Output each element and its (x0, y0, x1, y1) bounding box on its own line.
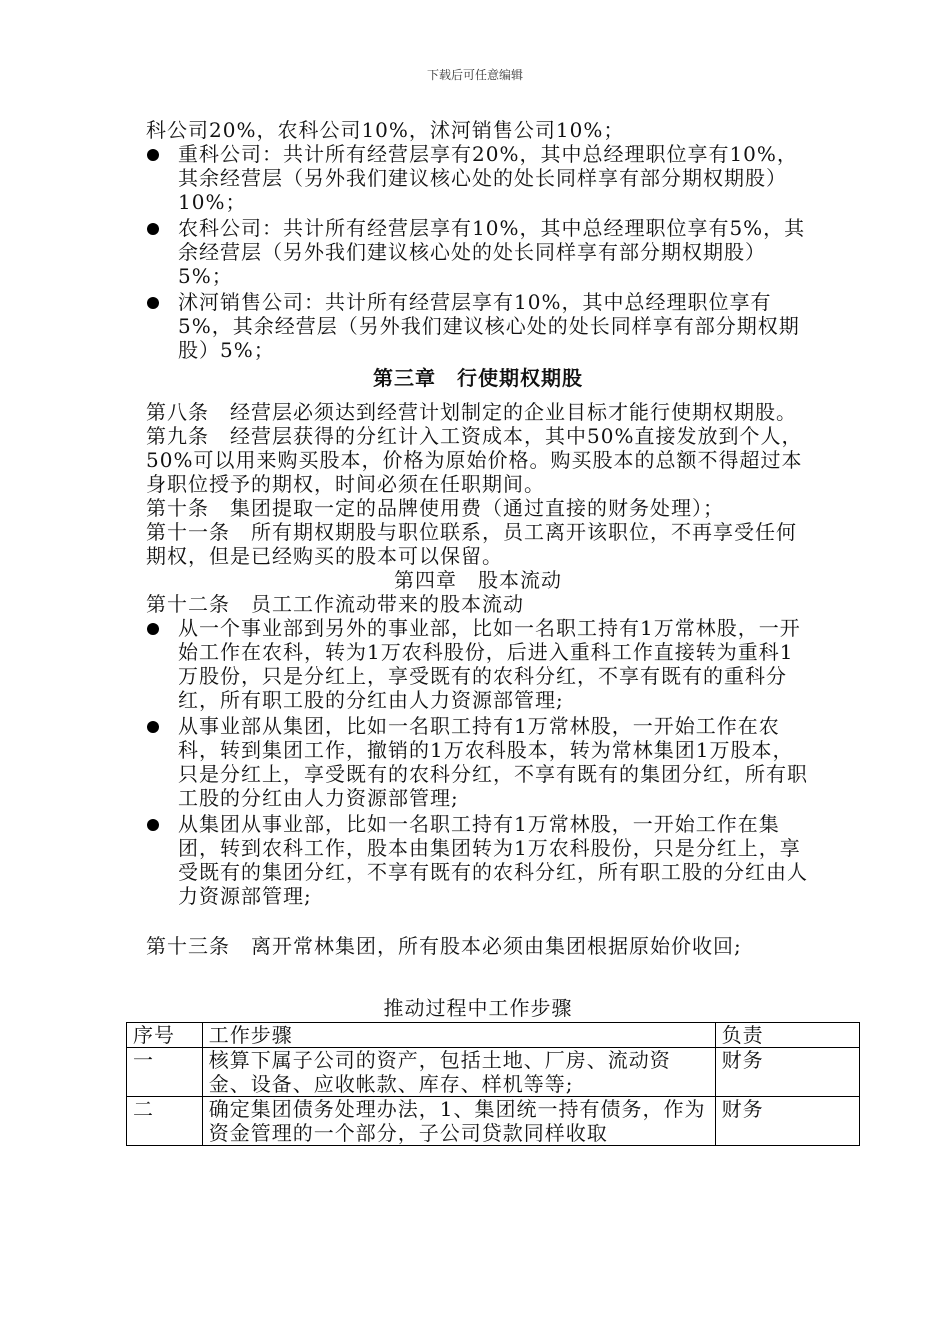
article-9: 第九条 经营层获得的分红计入工资成本，其中50%直接发放到个人，50%可以用来购买股本，价格为原始价格。购买股本的总额不得超过本身职位授予的期权，时间必须在任职期间。 (146, 424, 803, 496)
spacer (146, 910, 810, 934)
cell-step: 核算下属子公司的资产，包括土地、厂房、流动资金、设备、应收帐款、库存、样机等等; (202, 1048, 715, 1097)
cell-no: 二 (127, 1097, 203, 1146)
bullet-text: 重科公司：共计所有经营层享有20%，其中总经理职位享有10%，其余经营层（另外我们建议核心处的处长同样享有部分期权期股）10%； (178, 142, 798, 214)
bullet-icon (147, 297, 159, 309)
chapter-4-title: 第四章 股本流动 (394, 568, 562, 592)
ownership-bullet-item (146, 290, 810, 362)
article-12: 第十二条 员工工作流动带来的股本流动 (146, 592, 524, 616)
bullet-icon (147, 149, 159, 161)
ownership-bullet-item (146, 216, 810, 288)
chapter-3-title: 第三章 行使期权期股 (373, 366, 583, 390)
document-body (133, 118, 810, 1146)
page-header: 下载后可任意编辑 (426, 68, 523, 82)
flow-bullet-item (146, 616, 810, 712)
cell-owner: 财务 (715, 1097, 859, 1146)
bullet-icon (147, 623, 159, 635)
cell-no: 一 (127, 1048, 203, 1097)
bullet-icon (147, 721, 159, 733)
bullet-text: 从事业部从集团，比如一名职工持有1万常林股，一开始工作在农科，转到集团工作，撤销的1万农科股本，转为常林集团1万股本，只是分红上，享受既有的农科分红，不享有既有的集团分红，所有职工股的分红由人力资源部管理; (178, 714, 808, 810)
flow-bullet-list (146, 616, 810, 908)
bullet-icon (147, 819, 159, 831)
article-10: 第十条 集团提取一定的品牌使用费（通过直接的财务处理）； (146, 496, 724, 520)
header-cell-owner: 负责 (715, 1023, 859, 1048)
header-cell-step: 工作步骤 (202, 1023, 715, 1048)
bullet-text: 从一个事业部到另外的事业部，比如一名职工持有1万常林股，一开始工作在农科，转为1万农科股份，后进入重科工作直接转为重科1万股份，只是分红上，享受既有的农科分红，不享有既有的重科分红，所有职工股的分红由人力资源部管理; (178, 616, 801, 712)
flow-bullet-item (146, 714, 810, 810)
cell-owner: 财务 (715, 1048, 859, 1097)
article-13: 第十三条 离开常林集团，所有股本必须由集团根据原始价收回; (146, 934, 742, 958)
intro-line: 科公司20%，农科公司10%，沭河销售公司10%； (146, 118, 625, 142)
bullet-text: 农科公司：共计所有经营层享有10%，其中总经理职位享有5%，其余经营层（另外我们建议核心处的处长同样享有部分期权期股）5%； (178, 216, 806, 288)
table-row (127, 1097, 860, 1146)
article-8: 第八条 经营层必须达到经营计划制定的企业目标才能行使期权期股。 (146, 400, 797, 424)
table-caption: 推动过程中工作步骤 (383, 996, 573, 1020)
ownership-bullet-list (146, 142, 810, 362)
bullet-text: 从集团从事业部，比如一名职工持有1万常林股，一开始工作在集团，转到农科工作，股本由集团转为1万农科股份，只是分红上，享受既有的集团分红，不享有既有的农科分红，所有职工股的分红由人力资源部管理; (178, 812, 808, 908)
article-11: 第十一条 所有期权期股与职位联系，员工离开该职位，不再享受任何期权，但是已经购买的股本可以保留。 (146, 520, 797, 568)
bullet-icon (147, 223, 159, 235)
table-header-row (127, 1023, 860, 1048)
bullet-text: 沭河销售公司：共计所有经营层享有10%，其中总经理职位享有5%，其余经营层（另外我们建议核心处的处长同样享有部分期权期股）5%； (178, 290, 800, 362)
table-row (127, 1048, 860, 1097)
flow-bullet-item (146, 812, 810, 908)
ownership-bullet-item (146, 142, 810, 214)
steps-table (126, 1022, 860, 1146)
header-cell-no: 序号 (127, 1023, 203, 1048)
cell-step: 确定集团债务处理办法，1、集团统一持有债务，作为资金管理的一个部分，子公司贷款同样收取 (202, 1097, 715, 1146)
